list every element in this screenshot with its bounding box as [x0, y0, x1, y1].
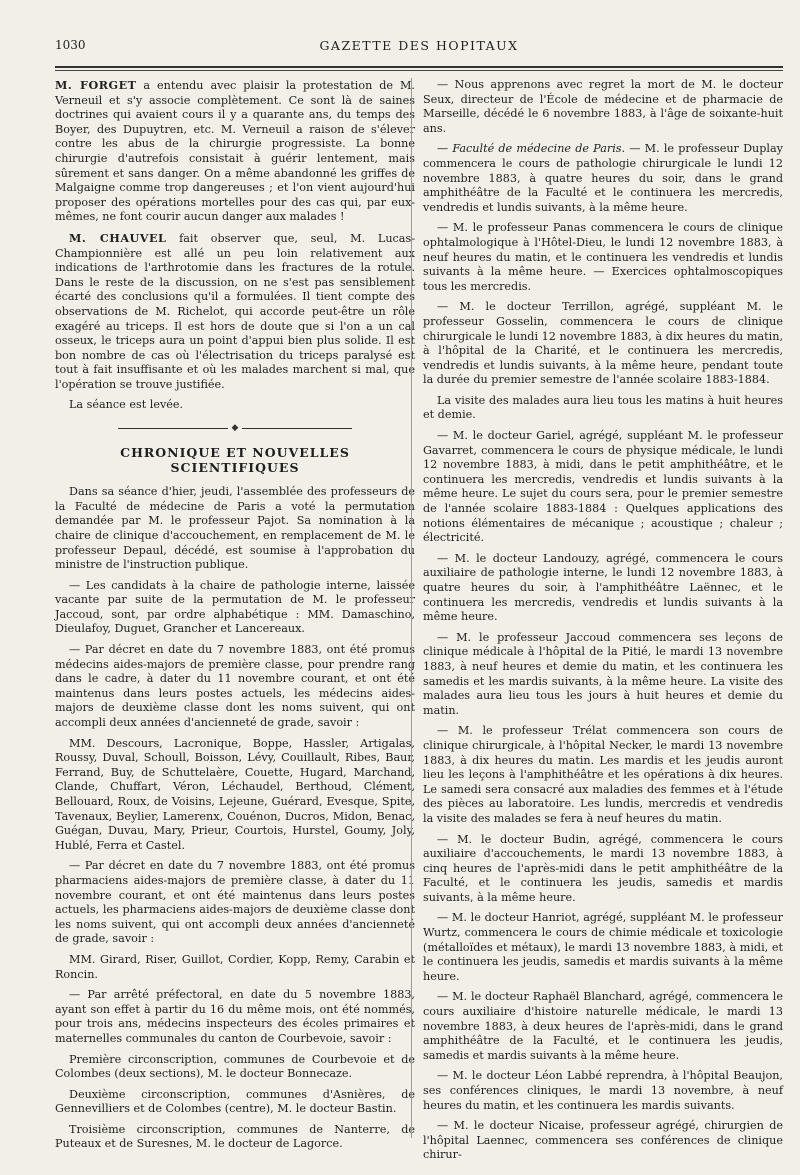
left-column	[55, 78, 415, 1158]
paragraph: Troisième circonscription, communes de Nanterre, de Puteaux et de Suresnes, M. le docteur de Lagorce.	[55, 1122, 415, 1151]
paragraph: — Par décret en date du 7 novembre 1883, ont été promus médecins aides-majors de première classe, pour prendre rang dans le cadre, à dater du 11 novembre courant, et ont été maintenus dans leurs postes actuels, les médecins aides-majors de deuxième classe dont les noms suivent, qui ont accompli deux années d'ancienneté de grade, savoir :	[55, 643, 415, 730]
paragraph	[423, 142, 783, 215]
paragraph: — M. le professeur Trélat commencera son cours de clinique chirurgicale, à l'hôpital Necker, le mardi 13 novembre 1883, à dix heures du matin. Les mardis et les jeudis auront lieu les leçons à l'amphithéâtre et les opérations à dix heures. Le samedi sera consacré aux maladies des femmes et à l'étude des pièces au laboratoire. Les lundis, mercredis et vendredis la visite des malades se fera à neuf heures du matin.	[423, 724, 783, 825]
paragraph: La visite des malades aura lieu tous les matins à huit heures et demie.	[423, 393, 783, 422]
right-column	[423, 78, 783, 1169]
paragraph-text: fait observer que, seul, M. Lucas-Championnière est allé un peu loin relativement aux indications de l'arthrotomie dans les fractures de la rotule. Dans le reste de la discussion, on ne s'est pas sensiblement écarté des conclusions qu'il a formulées. Il tient compte des observations de M. Richelot, qui accorde peut-être un rôle exagéré au triceps. Il est hors de doute que si l'on a un cal osseux, le triceps aura un point d'appui bien plus solide. Il est bon nombre de cas où l'électrisation du triceps paralysé est tout à fait insuffisante et où les malades marchent si mal, que l'opération se trouve justifiée.	[55, 231, 415, 391]
speaker-name: M. CHAUVEL	[69, 230, 167, 245]
paragraph: Dans sa séance d'hier, jeudi, l'assemblée des professeurs de la Faculté de médecine de Paris a voté la permutation demandée par M. le professeur Pajot. Sa nomination à la chaire de clinique d'accouchement, en remplacement de M. le professeur Depaul, décédé, est soumise à l'approbation du ministre de l'instruction publique.	[55, 485, 415, 572]
paragraph-lead: — Faculté de médecine de Paris.	[437, 142, 626, 156]
paragraph: MM. Girard, Riser, Guillot, Cordier, Kopp, Remy, Carabin et Roncin.	[55, 952, 415, 981]
paragraph	[55, 78, 415, 225]
paragraph: — M. le docteur Léon Labbé reprendra, à l'hôpital Beaujon, ses conférences cliniques, le mardi 13 novembre, à neuf heures du matin, et les continuera les mardis suivants.	[423, 1069, 783, 1112]
paragraph: — M. le docteur Gariel, agrégé, suppléant M. le professeur Gavarret, commencera le cours de physique médicale, le lundi 12 novembre 1883, à midi, dans le petit amphithéâtre, et le continuera les mercredis, vendredis et lundis suivants à la même heure. Le sujet du cours sera, pour le premier semestre de l'année scolaire 1883-1884 : Quelques applications des notions élémentaires de mécanique ; acoustique ; chaleur ; électricité.	[423, 429, 783, 545]
section-divider: ◆	[55, 421, 415, 436]
paragraph	[55, 231, 415, 393]
paragraph-text: — M. le professeur Duplay commencera le cours de pathologie chirurgicale le lundi 12 novembre 1883, à quatre heures du soir, dans le grand amphithéâtre de la Faculté et le continuera les mercredis, vendredis et lundis suivants, à la même heure.	[423, 142, 783, 214]
paragraph: — M. le docteur Nicaise, professeur agrégé, chirurgien de l'hôpital Laennec, commencera ses conférences de clinique chirur-	[423, 1119, 783, 1162]
paragraph: Première circonscription, communes de Courbevoie et de Colombes (deux sections), M. le docteur Bonnecaze.	[55, 1052, 415, 1081]
running-title: GAZETTE DES HOPITAUX	[319, 38, 519, 53]
paragraph: MM. Descours, Lacronique, Boppe, Hassler, Artigalas, Roussy, Duval, Schoull, Boisson, Lévy, Couillault, Ribes, Baur, Ferrand, Buy, de Schuttelaère, Couette, Hugard, Marchand, Clande, Chuffart, Véron, Léchaudel, Berthoud, Clément, Bellouard, Roux, de Voisins, Lejeune, Guérard, Evesque, Spite, Tavenaux, Beylier, Lamerenx, Couénon, Ducros, Midon, Benac, Guégan, Duvau, Mary, Prieur, Courtois, Hurstel, Goumy, Joly, Hublé, Ferra et Castel.	[55, 736, 415, 852]
speaker-name: M. FORGET	[55, 78, 137, 92]
paragraph: — M. le docteur Raphaël Blanchard, agrégé, commencera le cours auxiliaire d'histoire naturelle médicale, le mardi 13 novembre 1883, à deux heures de l'après-midi, dans le grand amphithéâtre de la Faculté, et le continuera les jeudis, samedis et mardis suivants à la même heure.	[423, 990, 783, 1062]
section-title: CHRONIQUE ET NOUVELLES SCIENTIFIQUES	[120, 444, 350, 475]
page-header	[55, 38, 783, 56]
paragraph: Deuxième circonscription, communes d'Asnières, de Gennevilliers et de Colombes (centre), M. le docteur Bastin.	[55, 1087, 415, 1116]
paragraph: — M. le docteur Terrillon, agrégé, suppléant M. le professeur Gosselin, commencera le cours de clinique chirurgicale le lundi 12 novembre 1883, à dix heures du matin, à l'hôpital de la Charité, et le continuera les mercredis, vendredis et lundis suivants, à la même heure, pendant toute la durée du premier semestre de l'année scolaire 1883-1884.	[423, 300, 783, 387]
paragraph: — M. le docteur Landouzy, agrégé, commencera le cours auxiliaire de pathologie interne, le lundi 12 novembre 1883, à quatre heures du soir, à l'amphithéâtre Laënnec, et le continuera les mercredis, vendredis et lundis suivants à la même heure.	[423, 551, 783, 624]
header-rule-thin	[55, 70, 783, 71]
page-number: 1030	[55, 38, 86, 52]
header-rule-thick	[55, 66, 783, 68]
paragraph: La séance est levée.	[69, 398, 184, 412]
paragraph: — Par arrêté préfectoral, en date du 5 novembre 1883, ayant son effet à partir du 16 du même mois, ont été nommés, pour trois ans, médecins inspecteurs des écoles primaires et maternelles communales du canton de Courbevoie, savoir :	[55, 988, 415, 1045]
paragraph: — Nous apprenons avec regret la mort de M. le docteur Seux, directeur de l'École de médecine et de pharmacie de Marseille, décédé le 6 novembre 1883, à l'âge de soixante-huit ans.	[423, 78, 783, 135]
paragraph: — M. le docteur Budin, agrégé, commencera le cours auxiliaire d'accouchements, le mardi 13 novembre 1883, à cinq heures de l'après-midi dans le petit amphithéâtre de la Faculté, et le continuera les jeudis, samedis et mardis suivants, à la même heure.	[423, 832, 783, 904]
column-divider	[411, 78, 412, 1138]
paragraph: — M. le professeur Panas commencera le cours de clinique ophtalmologique à l'Hôtel-Dieu, le lundi 12 novembre 1883, à neuf heures du matin, et le continuera les vendredis et lundis suivants à la même heure. — Exercices ophtalmoscopiques tous les mercredis.	[423, 221, 783, 293]
paragraph: — Par décret en date du 7 novembre 1883, ont été promus pharmaciens aides-majors de première classe, à dater du 11 novembre courant, et ont été maintenus dans leurs postes actuels, les pharmaciens aides-majors de deuxième classe dont les noms suivent, qui ont accompli deux années d'ancienneté de grade, savoir :	[55, 859, 415, 946]
paragraph: — Les candidats à la chaire de pathologie interne, laissée vacante par suite de la permutation de M. le professeur Jaccoud, sont, par ordre alphabétique : MM. Damaschino, Dieulafoy, Duguet, Grancher et Lancereaux.	[55, 578, 415, 636]
paragraph-text: a entendu avec plaisir la protestation de M. Verneuil et s'y associe complètement. Ce sont là de saines doctrines qui avaient cours il y a quarante ans, du temps des Boyer, des Dupuytren, etc. M. Verneuil a raison de s'élever contre les abus de la chirurgie progressiste. La bonne chirurgie d'autrefois consistait à guérir lentement, mais sûrement et sans danger. On a même abandonné les griffes de Malgaigne comme trop dangereuses ; et l'on vient aujourd'hui proposer des opérations mortelles pour des cas qui, par eux-mêmes, ne font courir aucun danger aux malades !	[55, 79, 415, 224]
paragraph: — M. le professeur Jaccoud commencera ses leçons de clinique médicale à l'hôpital de la Pitié, le mardi 13 novembre 1883, à neuf heures et demie du matin, et les continuera les samedis et les mardis suivants, à la même heure. La visite des malades aura lieu tous les jours à huit heures et demie du matin.	[423, 630, 783, 717]
paragraph: — M. le docteur Hanriot, agrégé, suppléant M. le professeur Wurtz, commencera le cours de chimie médicale et toxicologie (métalloïdes et métaux), le mardi 13 novembre 1883, à midi, et le continuera les jeudis, samedis et mardis suivants à la même heure.	[423, 911, 783, 983]
